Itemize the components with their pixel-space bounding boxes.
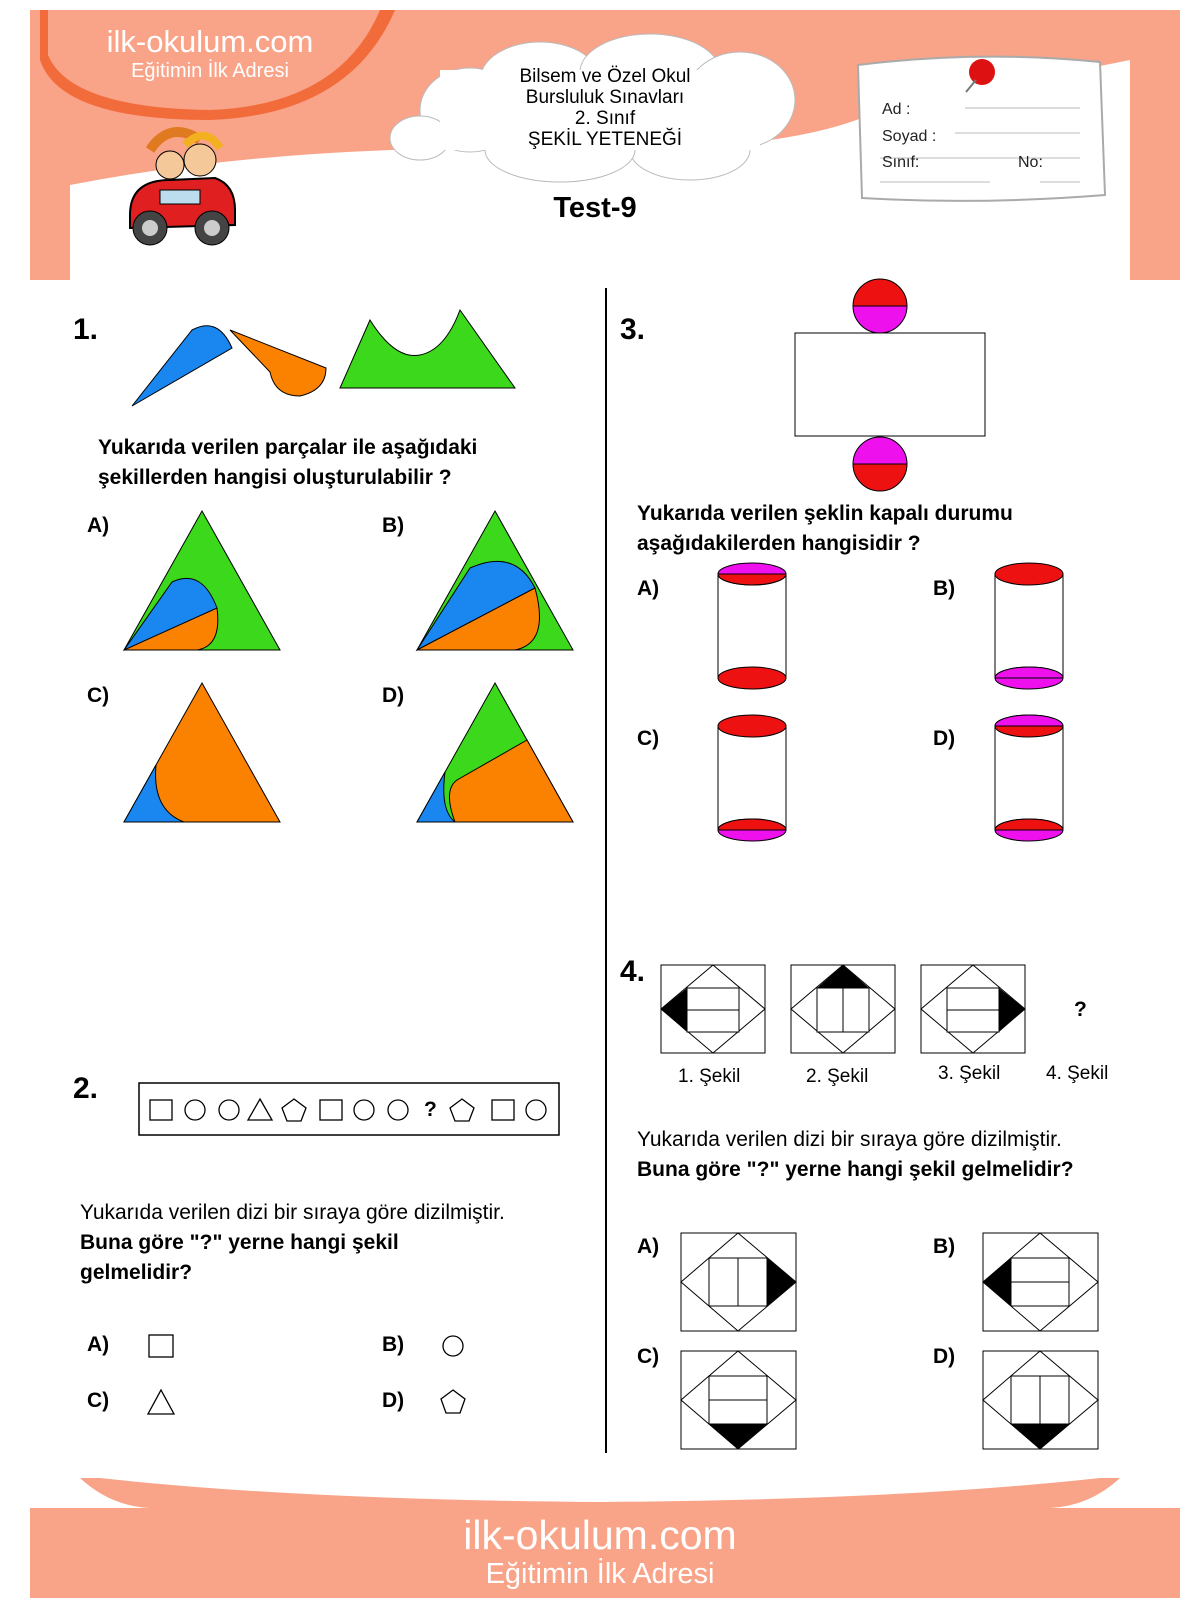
q3-option-a-label[interactable]: A) — [637, 577, 660, 600]
q2-number: 2. — [73, 1072, 99, 1105]
q4-option-a-label[interactable]: A) — [637, 1235, 660, 1258]
q4-option-d-figure[interactable] — [982, 1350, 1102, 1452]
q4-number: 4. — [620, 955, 646, 988]
q2-option-d-label[interactable]: D) — [382, 1389, 405, 1412]
q4-option-a-figure[interactable] — [680, 1232, 800, 1334]
seq-circle — [185, 1100, 205, 1120]
q3-option-c-label[interactable]: C) — [637, 727, 660, 750]
q2-option-c-triangle-icon[interactable] — [145, 1386, 177, 1418]
push-pin-icon — [969, 59, 995, 85]
seq-circle — [526, 1100, 546, 1120]
q1-text-2: şekillerden hangisi oluşturulabilir ? — [98, 466, 452, 489]
q4-text-2: Buna göre "?" yerne hangi şekil gelmelidir? — [637, 1158, 1074, 1181]
header-slogan: Eğitimin İlk Adresi — [131, 60, 289, 82]
q1-option-c-label[interactable]: C) — [87, 684, 110, 707]
q3-option-d-label[interactable]: D) — [933, 727, 956, 750]
q3-option-b-label[interactable]: B) — [933, 577, 956, 600]
q4-option-b-label[interactable]: B) — [933, 1235, 956, 1258]
q4-option-d-label[interactable]: D) — [933, 1345, 956, 1368]
q2-text-1: Yukarıda verilen dizi bir sıraya göre dizilmiştir. — [80, 1201, 505, 1224]
q3-net-figure — [790, 276, 990, 496]
q4-question-mark: ? — [1074, 998, 1087, 1021]
q2-option-c-label[interactable]: C) — [87, 1389, 110, 1412]
q3-text-1: Yukarıda verilen şeklin kapalı durumu — [637, 502, 1013, 525]
q2-sequence-box — [138, 1082, 562, 1138]
cloud-text — [490, 66, 720, 150]
form-no-label: No: — [1018, 154, 1043, 171]
q1-option-d-figure[interactable] — [415, 680, 575, 825]
q4-figure-label-2: 2. Şekil — [806, 1066, 869, 1087]
q4-figure-2 — [790, 964, 900, 1056]
q2-option-b-label[interactable]: B) — [382, 1333, 405, 1356]
q1-option-b-figure[interactable] — [415, 508, 575, 653]
q2-text-2: Buna göre "?" yerne hangi şekil — [80, 1231, 399, 1254]
q4-figure-label-1: 1. Şekil — [678, 1066, 741, 1087]
seq-square — [492, 1100, 514, 1120]
q3-option-d-cylinder[interactable] — [990, 712, 1070, 847]
q1-option-a-figure[interactable] — [122, 508, 282, 653]
header-site-name: ilk-okulum.com — [106, 24, 314, 59]
q1-option-d-label[interactable]: D) — [382, 684, 405, 707]
q3-option-c-cylinder[interactable] — [713, 712, 793, 847]
q2-sequence-question-mark: ? — [424, 1098, 437, 1121]
seq-circle — [219, 1100, 239, 1120]
q1-option-c-figure[interactable] — [122, 680, 282, 825]
orange-piece — [230, 330, 326, 396]
q4-figure-1 — [660, 964, 770, 1056]
q1-pieces — [120, 300, 520, 410]
cloud-line-4: ŞEKİL YETENEĞİ — [527, 129, 683, 150]
q1-number: 1. — [73, 313, 99, 346]
q4-figure-label-3: 3. Şekil — [938, 1063, 1001, 1084]
blue-piece — [132, 326, 232, 406]
cloud-line-3: 2. Sınıf — [574, 108, 636, 129]
q4-option-c-label[interactable]: C) — [637, 1345, 660, 1368]
q3-number: 3. — [620, 313, 646, 346]
q4-figure-3 — [920, 964, 1030, 1056]
q3-text-2: aşağıdakilerden hangisidir ? — [637, 532, 921, 555]
q3-option-b-cylinder[interactable] — [990, 560, 1070, 695]
q1-option-a-label[interactable]: A) — [87, 514, 110, 537]
q2-option-b-circle-icon[interactable] — [438, 1331, 468, 1361]
green-piece — [340, 310, 515, 388]
form-sinif-label: Sınıf: — [882, 154, 920, 171]
seq-square — [150, 1100, 172, 1120]
q2-option-a-square-icon[interactable] — [146, 1331, 176, 1361]
seq-circle — [354, 1100, 374, 1120]
footer-site-name: ilk-okulum.com — [463, 1512, 737, 1558]
footer-slogan: Eğitimin İlk Adresi — [485, 1558, 715, 1590]
column-divider — [605, 288, 607, 1453]
cloud-line-2: Bursluluk Sınavları — [525, 87, 685, 108]
q2-option-a-label[interactable]: A) — [87, 1333, 110, 1356]
seq-square — [320, 1100, 342, 1120]
q1-text-1: Yukarıda verilen parçalar ile aşağıdaki — [98, 436, 478, 459]
q2-option-d-pentagon-icon[interactable] — [437, 1386, 469, 1418]
test-title: Test-9 — [553, 192, 637, 224]
q4-text-1: Yukarıda verilen dizi bir sıraya göre dizilmiştir. — [637, 1128, 1062, 1151]
cloud-line-1: Bilsem ve Özel Okul — [519, 66, 691, 87]
form-soyad-label: Soyad : — [882, 128, 937, 145]
form-ad-label: Ad : — [882, 101, 911, 118]
q2-text-3: gelmelidir? — [80, 1261, 193, 1284]
q3-option-a-cylinder[interactable] — [713, 560, 793, 695]
q4-option-c-figure[interactable] — [680, 1350, 800, 1452]
q4-figure-label-4: 4. Şekil — [1046, 1063, 1109, 1084]
seq-circle — [388, 1100, 408, 1120]
q1-option-b-label[interactable]: B) — [382, 514, 405, 537]
q4-option-b-figure[interactable] — [982, 1232, 1102, 1334]
